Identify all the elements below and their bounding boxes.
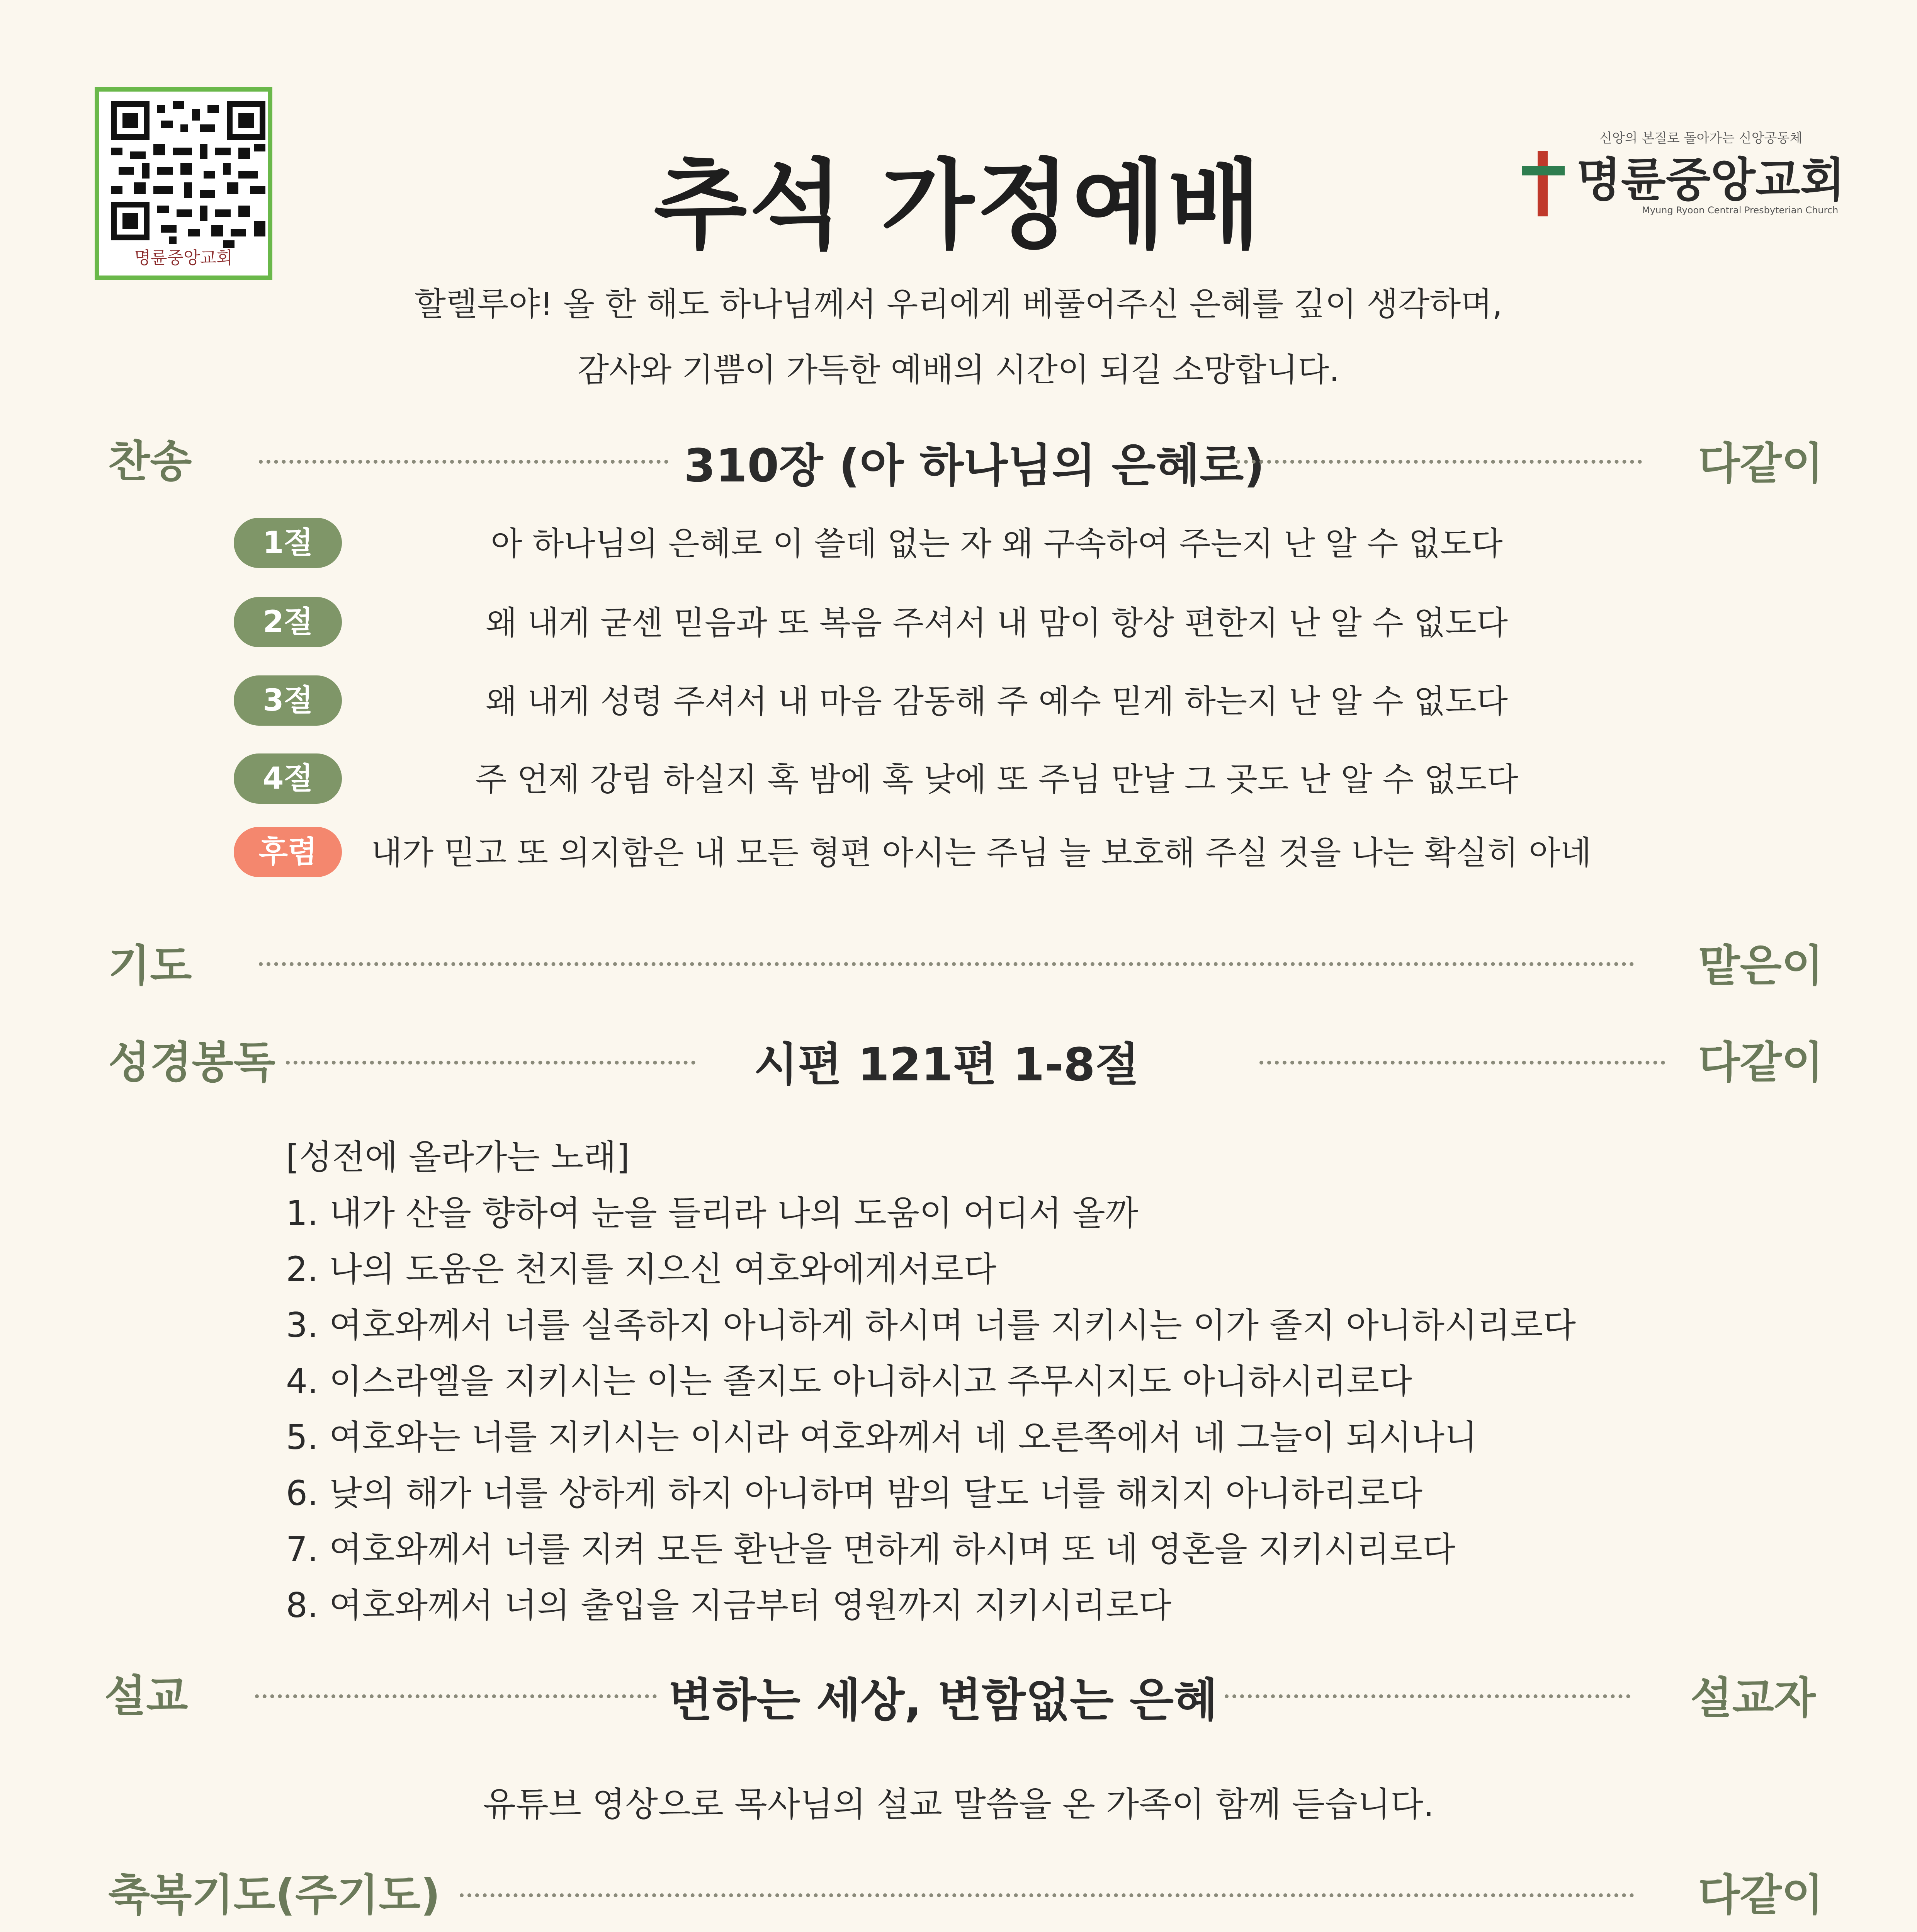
chorus-tag: 후렴: [234, 827, 342, 877]
sermon-role: 설교자: [1690, 1673, 1816, 1723]
sermon-note: 유튜브 영상으로 목사님의 설교 말씀을 온 가족이 함께 듣습니다.: [483, 1784, 1434, 1824]
divider-dots: [259, 962, 1634, 966]
verse-text-1: 아 하나님의 은혜로 이 쓸데 없는 자 왜 구속하여 주는지 난 알 수 없도다: [491, 525, 1503, 563]
sermon-label: 설교: [104, 1671, 188, 1721]
logo-english: Myung Ryoon Central Presbyterian Church: [1642, 205, 1839, 216]
divider-dots: [460, 1893, 1634, 1897]
scripture-line: 2. 나의 도움은 천지를 지으신 여호와에게서로다: [286, 1249, 996, 1289]
verse-text-3: 왜 내게 성령 주셔서 내 마음 감동해 주 예수 믿게 하는지 난 알 수 없도다: [486, 682, 1508, 720]
verse-tag-4: 4절: [234, 753, 342, 804]
chorus-text: 내가 믿고 또 의지함은 내 모든 형편 아시는 주님 늘 보호해 주실 것을 나는 확실히 아네: [371, 834, 1592, 872]
scripture-line: 6. 낮의 해가 너를 상하게 하지 아니하며 밤의 달도 너를 해치지 아니하리로다: [286, 1473, 1422, 1513]
scripture-line: 5. 여호와는 너를 지키시는 이시라 여호와께서 네 오른쪽에서 네 그늘이 되시나니: [286, 1417, 1477, 1457]
sermon-title: 변하는 세상, 변함없는 은혜: [668, 1673, 1218, 1727]
divider-dots: [1236, 460, 1642, 464]
scripture-line: 1. 내가 산을 향하여 눈을 들리라 나의 도움이 어디서 올까: [286, 1193, 1138, 1233]
verse-tag-3: 3절: [234, 675, 342, 726]
scripture-line: [성전에 올라가는 노래]: [286, 1137, 630, 1177]
scripture-line: 4. 이스라엘을 지키시는 이는 졸지도 아니하시고 주무시지도 아니하시리로다: [286, 1361, 1412, 1401]
verse-text-4: 주 언제 강림 하실지 혹 밤에 혹 낮에 또 주님 만날 그 곳도 난 알 수 없도다: [475, 760, 1518, 798]
scripture-line: 3. 여호와께서 너를 실족하지 아니하게 하시며 너를 지키시는 이가 졸지 아니하시리로다: [286, 1305, 1576, 1345]
cross-icon: [1522, 151, 1565, 216]
reading-role: 다같이: [1698, 1037, 1824, 1088]
intro-line-1: 할렐루야! 올 한 해도 하나님께서 우리에게 베풀어주신 은혜를 깊이 생각하며,: [414, 285, 1503, 323]
reading-title: 시편 121편 1-8절: [754, 1038, 1139, 1091]
prayer-role: 맡은이: [1698, 941, 1824, 991]
logo-tagline: 신앙의 본질로 돌아가는 신앙공동체: [1599, 131, 1803, 146]
divider-dots: [1259, 1061, 1665, 1065]
divider-dots: [259, 460, 668, 464]
hymn-title: 310장 (아 하나님의 은혜로): [684, 439, 1265, 492]
verse-tag-2: 2절: [234, 597, 342, 647]
divider-dots: [1225, 1694, 1630, 1698]
intro-line-2: 감사와 기쁨이 가득한 예배의 시간이 되길 소망합니다.: [577, 351, 1340, 389]
lords-prayer-role: 다같이: [1698, 1870, 1824, 1920]
lords-prayer-label: 축복기도(주기도): [108, 1870, 440, 1920]
logo-name: 명륜중앙교회: [1576, 153, 1845, 207]
verse-tag-1: 1절: [234, 518, 342, 568]
reading-label: 성경봉독: [108, 1037, 275, 1088]
hymn-role: 다같이: [1698, 439, 1824, 489]
verse-text-2: 왜 내게 굳센 믿음과 또 복음 주셔서 내 맘이 항상 편한지 난 알 수 없도다: [486, 604, 1508, 642]
qr-caption: 명륜중앙교회: [134, 248, 233, 268]
scripture-line: 7. 여호와께서 너를 지켜 모든 환난을 면하게 하시며 또 네 영혼을 지키시리로다: [286, 1529, 1455, 1569]
scripture-line: 8. 여호와께서 너의 출입을 지금부터 영원까지 지키시리로다: [286, 1585, 1171, 1625]
divider-dots: [255, 1694, 657, 1698]
divider-dots: [286, 1061, 695, 1065]
church-logo: [1507, 128, 1845, 228]
hymn-label: 찬송: [108, 437, 192, 487]
prayer-label: 기도: [108, 941, 192, 991]
page-title: 추석 가정예배: [653, 149, 1264, 262]
